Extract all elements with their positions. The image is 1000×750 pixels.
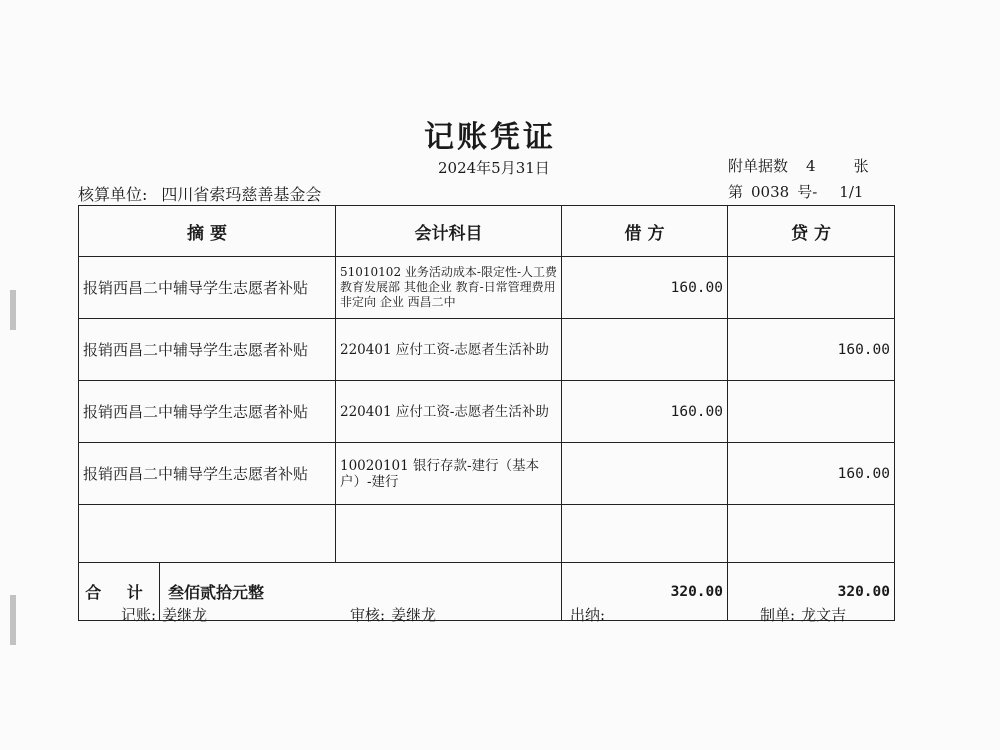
total-credit: 320.00 — [728, 563, 895, 621]
bookkeeper-name: 姜继龙 — [162, 606, 208, 624]
row-credit: 160.00 — [728, 319, 895, 381]
row-debit: 160.00 — [562, 381, 728, 443]
maker-label: 制单: — [760, 606, 796, 624]
row-credit: 160.00 — [728, 443, 895, 505]
scan-edge-mark — [10, 290, 16, 330]
voucher-suffix: 号- — [797, 183, 818, 201]
voucher-table — [78, 205, 895, 621]
bookkeeper-label: 记账: — [121, 606, 157, 624]
voucher-date: 2024年5月31日 — [438, 159, 550, 177]
unit-name: 四川省索玛慈善基金会 — [161, 185, 322, 204]
table-row — [79, 257, 895, 319]
col-header-debit: 借 方 — [562, 206, 728, 257]
col-header-credit: 贷 方 — [728, 206, 895, 257]
total-debit: 320.00 — [562, 563, 728, 621]
row-subject: 220401 应付工资-志愿者生活补助 — [336, 319, 562, 381]
scan-edge-mark — [10, 595, 16, 645]
table-row — [79, 381, 895, 443]
row-subject: 51010102 业务活动成本-限定性-人工费 教育发展部 其他企业 教育-日常管理费用 非定向 企业 西昌二中 — [336, 257, 562, 319]
attachment-unit: 张 — [853, 157, 869, 175]
auditor-name: 姜继龙 — [391, 606, 437, 624]
auditor-label: 审核: — [350, 606, 386, 624]
col-header-subject: 会计科目 — [336, 206, 562, 257]
cashier-sign — [570, 604, 611, 625]
row-summary: 报销西昌二中辅导学生志愿者补贴 — [79, 381, 336, 443]
attachment-count: 4 — [806, 157, 816, 175]
voucher-title: 记账凭证 — [424, 120, 556, 155]
empty-cell — [79, 505, 336, 563]
col-header-summary: 摘 要 — [79, 206, 336, 257]
table-row — [79, 443, 895, 505]
row-summary: 报销西昌二中辅导学生志愿者补贴 — [79, 257, 336, 319]
row-summary: 报销西昌二中辅导学生志愿者补贴 — [79, 443, 336, 505]
attachment-label: 附单据数 — [728, 157, 789, 175]
maker-name: 龙文吉 — [801, 606, 847, 624]
row-debit — [562, 319, 728, 381]
row-debit — [562, 443, 728, 505]
empty-cell — [336, 505, 562, 563]
empty-cell — [562, 505, 728, 563]
voucher-prefix: 第 — [728, 183, 744, 201]
voucher-page: 1/1 — [839, 183, 864, 201]
total-label: 合 计 — [79, 563, 160, 620]
maker-sign — [760, 604, 846, 625]
row-credit — [728, 257, 895, 319]
empty-cell — [728, 505, 895, 563]
total-amount-words: 叁佰贰拾元整 — [168, 583, 265, 602]
table-header-row — [79, 206, 895, 257]
table-row-empty — [79, 505, 895, 563]
auditor-sign — [350, 604, 436, 625]
row-subject: 220401 应付工资-志愿者生活补助 — [336, 381, 562, 443]
row-summary: 报销西昌二中辅导学生志愿者补贴 — [79, 319, 336, 381]
voucher-number: 0038 — [751, 183, 790, 201]
row-debit: 160.00 — [562, 257, 728, 319]
table-row — [79, 319, 895, 381]
voucher-number-line — [728, 181, 863, 202]
accounting-unit — [78, 182, 321, 205]
row-credit — [728, 381, 895, 443]
bookkeeper-sign — [121, 604, 207, 625]
cashier-label: 出纳: — [570, 606, 606, 624]
row-subject: 10020101 银行存款-建行（基本户）-建行 — [336, 443, 562, 505]
attachment-info — [728, 155, 869, 176]
unit-label: 核算单位: — [78, 185, 148, 204]
